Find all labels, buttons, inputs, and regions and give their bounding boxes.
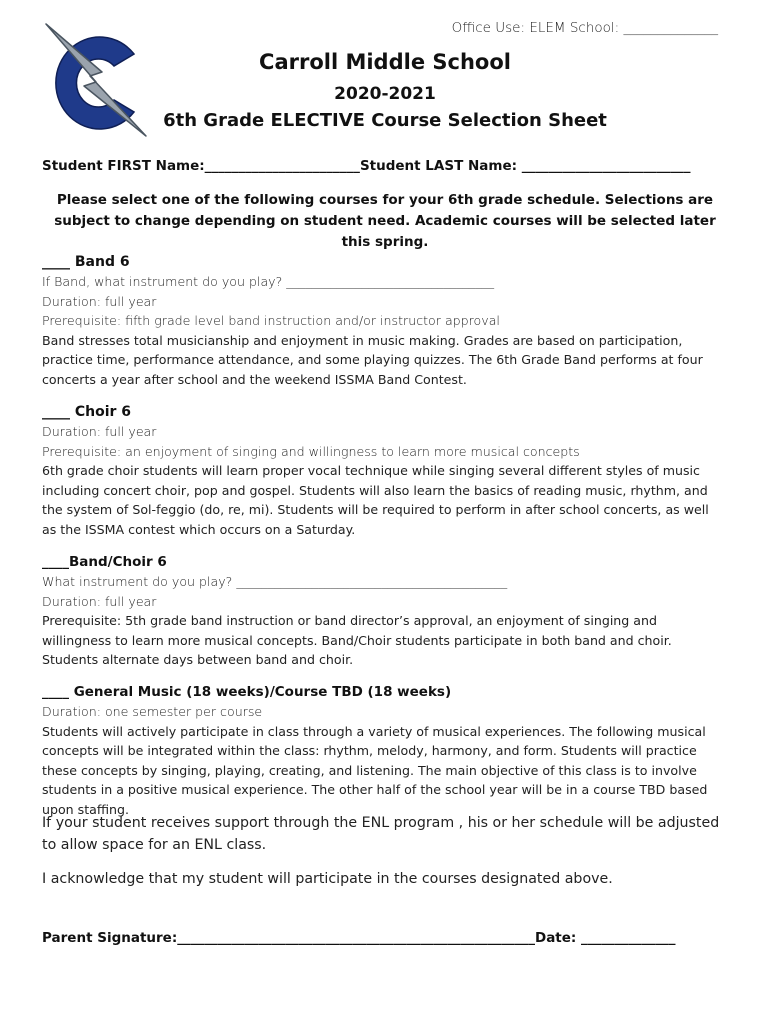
choir-description: 6th grade choir students will learn proper vocal technique while singing several different styles of music including concert choir, pop and gospel. Students will also learn the basics of reading music, rhythm, and the system of Sol-feggio (do, re, mi). Students will be required to perform in after school concerts, as well as the ISSMA contest which occurs on a Saturday. xyxy=(42,463,709,537)
band-choir-description: Prerequisite: 5th grade band instruction or band director’s approval, an enjoyment of singing and willingness to learn more musical concepts. Band/Choir students participate in both band and choir. Students alternate days between band and choir. xyxy=(42,613,672,667)
course-title-band-choir[interactable]: ____Band/Choir 6 xyxy=(42,554,167,570)
enl-note: If your student receives support through the ENL program , his or her schedule will be adjusted to allow space for an ENL class. xyxy=(42,815,720,853)
course-title-band[interactable]: ____ Band 6 xyxy=(42,254,130,270)
instructions: Please select one of the following courses for your 6th grade schedule. Selections are subject to change depending on student need. Academic courses will be selected later this spring. xyxy=(54,192,716,250)
student-last-name-field[interactable]: Student LAST Name: _________________________ xyxy=(359,158,691,174)
course-band-6 xyxy=(42,252,722,389)
school-name: Carroll Middle School xyxy=(259,50,511,74)
general-music-duration: Duration: one semester per course xyxy=(42,704,263,719)
course-choir-6 xyxy=(42,402,722,539)
acknowledgement: I acknowledge that my student will participate in the courses designated above. xyxy=(42,871,613,887)
band-duration: Duration: full year xyxy=(42,293,157,309)
office-use-field: Office Use: ELEM School: ______________ xyxy=(451,20,718,36)
course-title-general-music[interactable]: ____ General Music (18 weeks)/Course TBD (18 weeks) xyxy=(42,684,452,700)
choir-prerequisite: Prerequisite: an enjoyment of singing and willingness to learn more musical concepts xyxy=(42,443,580,459)
band-prerequisite: Prerequisite: fifth grade level band instruction and/or instructor approval xyxy=(42,313,500,328)
course-title-choir[interactable]: ____ Choir 6 xyxy=(42,404,132,420)
date-field[interactable]: Date: ______________ xyxy=(534,930,676,946)
band-description: Band stresses total musicianship and enjoyment in music making. Grades are based on participation, practice time, performance attendance, and some playing quizzes. The 6th Grade Band performs at four concerts a year after school and the weekend ISSMA Band Contest. xyxy=(42,332,703,387)
student-first-name-field[interactable]: Student FIRST Name:_______________________ xyxy=(42,158,360,174)
signature-row xyxy=(42,930,732,946)
band-choir-duration: Duration: full year xyxy=(42,593,157,609)
choir-duration: Duration: full year xyxy=(42,424,157,439)
student-name-row xyxy=(42,158,732,174)
course-band-choir-6 xyxy=(42,552,722,670)
band-choir-instrument-field[interactable]: What instrument do you play? ___________________________________________ xyxy=(42,574,508,589)
school-year: 2020-2021 xyxy=(334,84,436,104)
sheet-title: 6th Grade ELECTIVE Course Selection Sheet xyxy=(163,110,607,131)
parent-signature-field[interactable]: Parent Signature:_____________________________________________________ xyxy=(42,930,535,946)
band-instrument-field[interactable]: If Band, what instrument do you play? _________________________________ xyxy=(42,274,495,289)
general-music-description: Students will actively participate in class through a variety of musical experiences. The following musical concepts will be integrated within the class: rhythm, melody, harmony, and form. Students will practice these concepts by singing, playing, creating, and listening. The main objective of this class is to involve students in a positive musical experience. The other half of the school year will be in a course TBD based upon staffing. xyxy=(42,723,708,817)
course-general-music xyxy=(42,682,722,819)
